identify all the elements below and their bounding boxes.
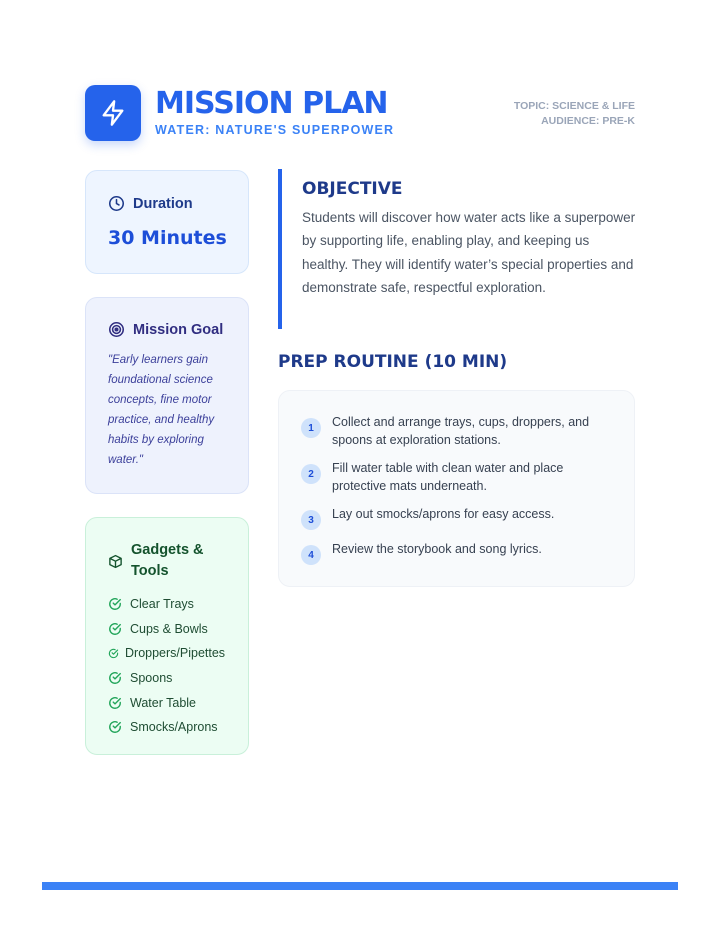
tool-label: Water Table (130, 695, 197, 710)
check-circle-icon (108, 720, 122, 734)
step-text: Fill water table with clean water and place protective mats underneath. (332, 461, 564, 493)
gadgets-tools-card (85, 517, 249, 755)
lightning-bolt-icon (99, 99, 127, 127)
duration-header (108, 195, 193, 212)
list-item (108, 617, 225, 642)
step-text: Review the storybook and song lyrics. (332, 542, 542, 556)
duration-value: 30 Minutes (108, 227, 227, 249)
check-circle-icon (108, 622, 122, 636)
objective-section (278, 169, 636, 329)
gadgets-tools-label: Gadgets & Tools (131, 542, 204, 579)
mission-goal-card (85, 297, 249, 494)
list-item (108, 715, 225, 740)
prep-routine-list (278, 390, 635, 587)
check-circle-icon (108, 671, 122, 685)
tool-label: Smocks/Aprons (130, 720, 218, 735)
list-item (108, 592, 225, 617)
page-subtitle: WATER: NATURE'S SUPERPOWER (155, 123, 395, 137)
list-item (301, 505, 607, 530)
tool-label: Cups & Bowls (130, 621, 208, 636)
step-number: 4 (301, 545, 321, 565)
target-icon (108, 321, 125, 338)
step-text: Lay out smocks/aprons for easy access. (332, 507, 555, 521)
list-item (301, 540, 607, 565)
audience-label: AUDIENCE: PRE-K (541, 115, 635, 127)
tool-label: Droppers/Pipettes (125, 646, 226, 661)
page-meta (514, 99, 635, 129)
list-item (301, 459, 607, 495)
list-item (108, 641, 225, 666)
check-circle-icon (108, 696, 122, 710)
list-item (108, 690, 225, 715)
list-item (108, 666, 225, 691)
objective-title: OBJECTIVE (302, 179, 403, 199)
step-number: 2 (301, 464, 321, 484)
mission-goal-quote: "Early learners gain foundational science concepts, fine motor practice, and healthy habits by exploring water." (108, 354, 215, 466)
gadgets-tools-header (108, 540, 221, 582)
tools-list (108, 592, 225, 740)
duration-card (85, 170, 249, 274)
duration-label: Duration (133, 195, 193, 212)
list-item (301, 413, 607, 449)
cube-icon (108, 554, 123, 569)
page-title: MISSION PLAN (155, 86, 388, 121)
clock-icon (108, 195, 125, 212)
check-circle-icon (108, 597, 122, 611)
objective-text: Students will discover how water acts like a superpower by supporting life, enabling play, and keeping us healthy. They will identify water’s special properties and demonstrate safe, respectful exploration. (302, 210, 636, 295)
step-number: 3 (301, 510, 321, 530)
mission-goal-label: Mission Goal (133, 321, 224, 338)
logo-badge (85, 85, 141, 141)
topic-label: TOPIC: SCIENCE & LIFE (513, 100, 635, 112)
check-circle-icon (108, 648, 119, 659)
step-text: Collect and arrange trays, cups, droppers, and spoons at exploration stations. (332, 415, 590, 447)
prep-routine-title: PREP ROUTINE (10 MIN) (278, 352, 508, 372)
mission-goal-header (108, 321, 223, 338)
tool-label: Spoons (130, 671, 173, 686)
step-number: 1 (301, 418, 321, 438)
tool-label: Clear Trays (130, 597, 194, 612)
footer-bar (42, 882, 678, 890)
